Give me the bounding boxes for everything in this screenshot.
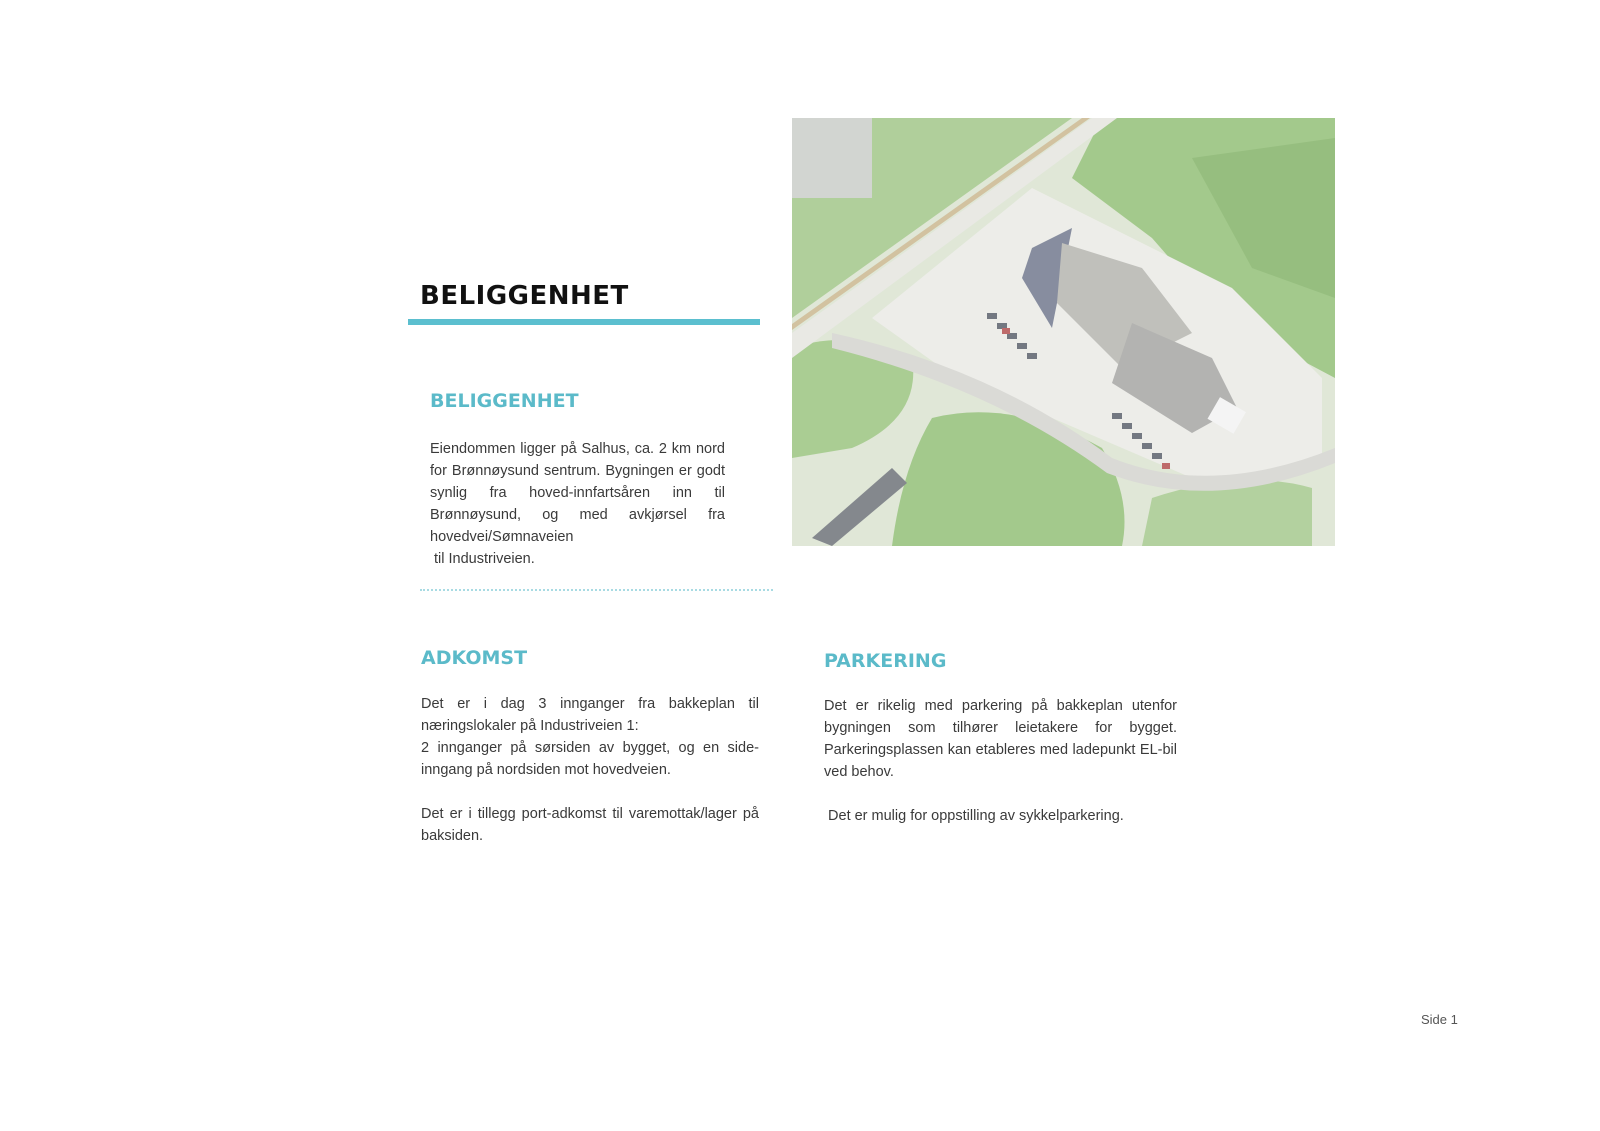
parkering-body <box>824 695 1177 827</box>
parkering-text-1: Det er rikelig med parkering på bakkeplan utenfor bygningen som tilhører leietakere for bygget. Parkeringsplassen kan etableres med ladepunkt EL-bil ved behov. <box>824 698 1177 780</box>
adkomst-body <box>421 693 759 847</box>
beliggenhet-text-tail: til Industriveien. <box>430 551 535 567</box>
adkomst-text-1: Det er i dag 3 innganger fra bakkeplan til næringslokaler på Industriveien 1: <box>421 696 759 734</box>
section-heading-parkering: PARKERING <box>824 650 947 672</box>
section-heading-beliggenhet: BELIGGENHET <box>430 390 579 412</box>
adkomst-text-2: 2 innganger på sørsiden av bygget, og en side-inngang på nordsiden mot hovedveien. <box>421 740 759 778</box>
parkering-text-2: Det er mulig for oppstilling av sykkelparkering. <box>824 808 1124 824</box>
section-heading-adkomst: ADKOMST <box>421 647 528 669</box>
beliggenhet-body <box>430 438 725 570</box>
page-title: BELIGGENHET <box>420 281 629 311</box>
adkomst-text-3: Det er i tillegg port-adkomst til varemottak/lager på baksiden. <box>421 806 759 844</box>
page-number: Side 1 <box>1421 1012 1458 1027</box>
title-underline <box>408 319 760 325</box>
section-divider <box>420 589 773 591</box>
aerial-photo <box>792 118 1335 546</box>
beliggenhet-text: Eiendommen ligger på Salhus, ca. 2 km nord for Brønnøysund sentrum. Bygningen er godt synlig fra hoved-innfartsåren inn til Brønnøysund, og med avkjørsel fra hovedvei/Sømnaveien <box>430 441 725 545</box>
